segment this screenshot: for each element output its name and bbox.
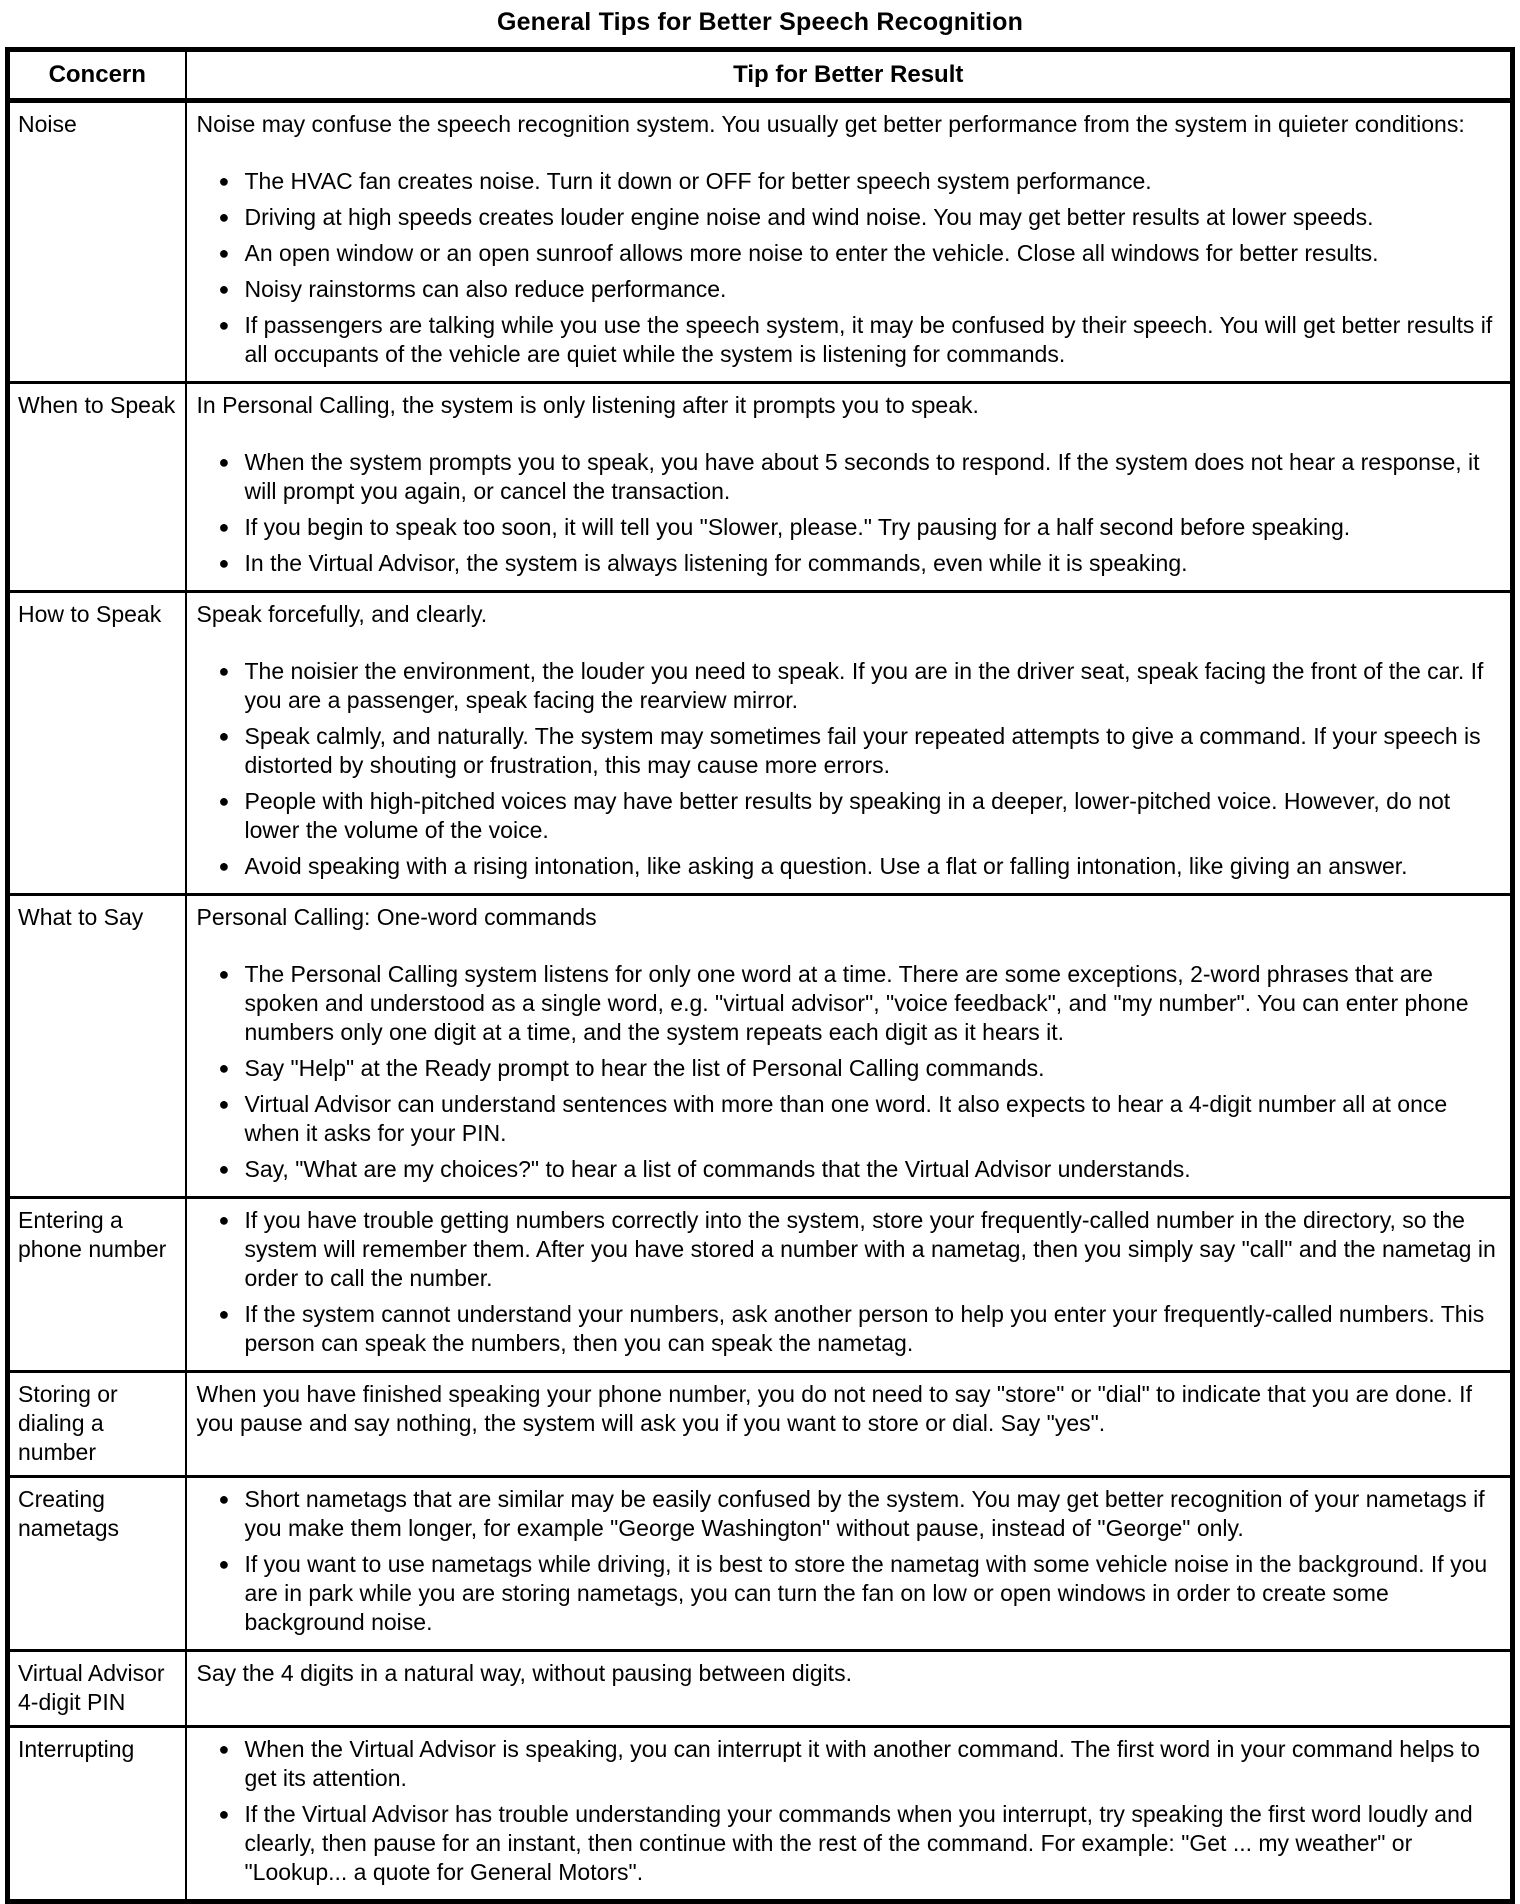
- bullet-item: ● If the system cannot understand your numbers, ask another person to help you enter your frequently-called numbers. This person can speak the numbers, then you can speak the nametag.: [197, 1300, 1501, 1358]
- bullet-item: ● If you want to use nametags while driving, it is best to store the nametag with some vehicle noise in the background. If you are in park while you are storing nametags, you can turn the fan on low or open windows in order to create some background noise.: [197, 1550, 1501, 1637]
- concern-cell: Virtual Advisor 4-digit PIN: [8, 1651, 186, 1727]
- bullet-item: ● Driving at high speeds creates louder engine noise and wind noise. You may get better results at lower speeds.: [197, 203, 1501, 232]
- bullet-item: ● If passengers are talking while you use the speech system, it may be confused by their speech. You will get better results if all occupants of the vehicle are quiet while the system is listening for commands.: [197, 311, 1501, 369]
- tip-intro: Speak forcefully, and clearly.: [196, 601, 488, 627]
- bullet-item: ● Speak calmly, and naturally. The system may sometimes fail your repeated attempts to give a command. If your speech is distorted by shouting or frustration, this may cause more errors.: [197, 722, 1501, 780]
- tip-cell: [186, 592, 1513, 895]
- bullet-list: [197, 448, 1501, 578]
- tip-cell: [186, 1198, 1513, 1372]
- tip-intro: In Personal Calling, the system is only listening after it prompts you to speak.: [196, 392, 979, 418]
- bullet-list: [197, 1206, 1501, 1358]
- bullet-item: ● People with high-pitched voices may have better results by speaking in a deeper, lower-pitched voice. However, do not lower the volume of the voice.: [197, 787, 1501, 845]
- bullet-item: ● If you have trouble getting numbers correctly into the system, store your frequently-called number in the directory, so the system will remember them. After you have stored a number with a nametag, then you simply say "call" and the nametag in order to call the number.: [197, 1206, 1501, 1293]
- table-row-what-to-say: [8, 895, 1513, 1198]
- bullet-list: [197, 167, 1501, 369]
- table-header-row: [8, 50, 1513, 101]
- column-header-concern: Concern: [8, 50, 186, 101]
- tips-table: [5, 47, 1515, 1904]
- tip-intro: Say the 4 digits in a natural way, without pausing between digits.: [196, 1660, 852, 1686]
- table-row-how-to-speak: [8, 592, 1513, 895]
- tip-intro: When you have finished speaking your phone number, you do not need to say "store" or "dial" to indicate that you are done. If you pause and say nothing, the system will ask you if you want to store or dial. Say "yes".: [196, 1381, 1472, 1436]
- bullet-list: [197, 1735, 1501, 1887]
- concern-cell: What to Say: [8, 895, 186, 1198]
- bullet-list: [197, 657, 1501, 881]
- bullet-item: ● When the Virtual Advisor is speaking, you can interrupt it with another command. The first word in your command helps to get its attention.: [197, 1735, 1501, 1793]
- tip-cell: [186, 1727, 1513, 1902]
- concern-cell: Storing or dialing a number: [8, 1372, 186, 1477]
- table-row-when-to-speak: [8, 383, 1513, 592]
- tip-cell: [186, 383, 1513, 592]
- bullet-item: ● Say "Help" at the Ready prompt to hear the list of Personal Calling commands.: [197, 1054, 1501, 1083]
- bullet-item: ● An open window or an open sunroof allows more noise to enter the vehicle. Close all windows for better results.: [197, 239, 1501, 268]
- bullet-list: [197, 960, 1501, 1184]
- bullet-item: ● Short nametags that are similar may be easily confused by the system. You may get better recognition of your nametags if you make them longer, for example "George Washington" without pause, instead of "George" only.: [197, 1485, 1501, 1543]
- table-row-creating-nametags: [8, 1477, 1513, 1651]
- tip-cell: [186, 1477, 1513, 1651]
- bullet-item: ● When the system prompts you to speak, you have about 5 seconds to respond. If the system does not hear a response, it will prompt you again, or cancel the transaction.: [197, 448, 1501, 506]
- table-row-entering-a-phone-number: [8, 1198, 1513, 1372]
- column-header-tip: Tip for Better Result: [186, 50, 1513, 101]
- concern-cell: When to Speak: [8, 383, 186, 592]
- bullet-item: ● If you begin to speak too soon, it will tell you "Slower, please." Try pausing for a half second before speaking.: [197, 513, 1501, 542]
- concern-cell: Interrupting: [8, 1727, 186, 1902]
- bullet-item: ● Noisy rainstorms can also reduce performance.: [197, 275, 1501, 304]
- bullet-item: ● Virtual Advisor can understand sentences with more than one word. It also expects to hear a 4-digit number all at once when it asks for your PIN.: [197, 1090, 1501, 1148]
- bullet-item: ● The Personal Calling system listens for only one word at a time. There are some exceptions, 2-word phrases that are spoken and understood as a single word, e.g. "virtual advisor", "voice feedback", and "my number". You can enter phone numbers only one digit at a time, and the system repeats each digit as it hears it.: [197, 960, 1501, 1047]
- bullet-item: ● If the Virtual Advisor has trouble understanding your commands when you interrupt, try speaking the first word loudly and clearly, then pause for an instant, then continue with the rest of the command. For example: "Get ... my weather" or "Lookup... a quote for General Motors".: [197, 1800, 1501, 1887]
- table-row-noise: [8, 101, 1513, 383]
- bullet-list: [197, 1485, 1501, 1637]
- concern-cell: Noise: [8, 101, 186, 383]
- tip-intro: Noise may confuse the speech recognition system. You usually get better performance from the system in quieter conditions:: [196, 111, 1465, 137]
- bullet-item: ● The HVAC fan creates noise. Turn it down or OFF for better speech system performance.: [197, 167, 1501, 196]
- bullet-item: ● Avoid speaking with a rising intonation, like asking a question. Use a flat or falling intonation, like giving an answer.: [197, 852, 1501, 881]
- tip-cell: [186, 895, 1513, 1198]
- table-row-interrupting: [8, 1727, 1513, 1902]
- table-row-storing-or-dialing: [8, 1372, 1513, 1477]
- table-row-virtual-advisor-pin: [8, 1651, 1513, 1727]
- tip-cell: [186, 101, 1513, 383]
- page-title: General Tips for Better Speech Recognition: [496, 8, 1024, 36]
- tip-cell: [186, 1651, 1513, 1727]
- bullet-item: ● The noisier the environment, the louder you need to speak. If you are in the driver seat, speak facing the front of the car. If you are a passenger, speak facing the rearview mirror.: [197, 657, 1501, 715]
- tip-intro: Personal Calling: One-word commands: [196, 904, 597, 930]
- tip-cell: [186, 1372, 1513, 1477]
- concern-cell: How to Speak: [8, 592, 186, 895]
- bullet-item: ● In the Virtual Advisor, the system is always listening for commands, even while it is speaking.: [197, 549, 1501, 578]
- concern-cell: Creating nametags: [8, 1477, 186, 1651]
- bullet-item: ● Say, "What are my choices?" to hear a list of commands that the Virtual Advisor understands.: [197, 1155, 1501, 1184]
- concern-cell: Entering a phone number: [8, 1198, 186, 1372]
